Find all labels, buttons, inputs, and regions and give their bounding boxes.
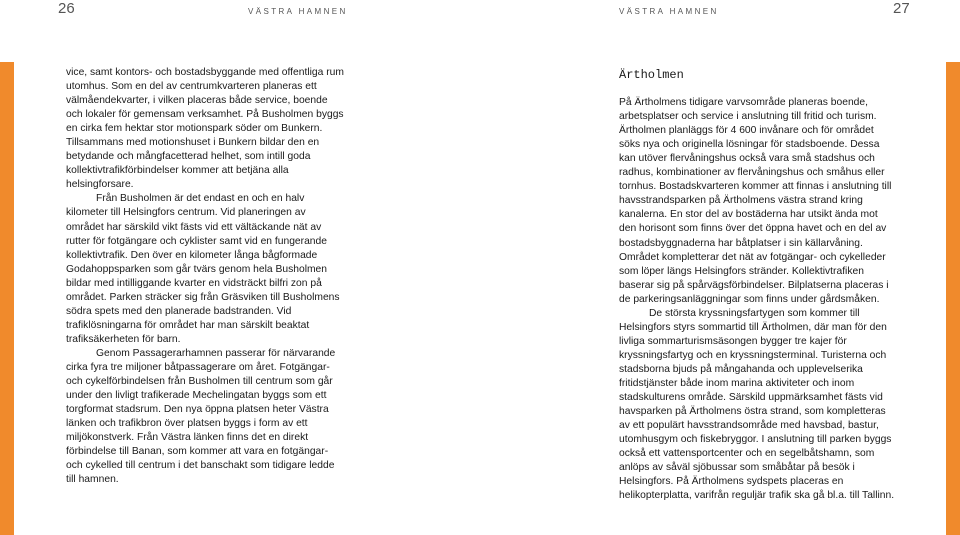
left-paragraph-2: Från Busholmen är det endast en och en halv kilometer till Helsingfors centrum. Vid planeringen av området har särskild vikt fästs vid ett vältäckande nät av rutter för fotgängare och cyklister samt vid en fungerande kollektivtrafik. Den över en kilometer långa bågformade Godahoppsparken som går tvärs genom hela Busholmen bildar med intilliggande kvarter en vidsträckt bilfri zon på området. Parken sträcker sig från Gräsviken till Busholmens södra spets med den planerade badstranden. Vid trafiklösningarna för området har man särskilt beaktat trafiksäkerheten för barn. <box>66 193 340 345</box>
left-paragraph-1: vice, samt kontors- och bostadsbyggande med offentliga rum utomhus. Som en del av centrumkvarteren planeras ett välmåendekvarter, i vilken placeras både service, boende och lokaler för gemensam verksamhet. På Busholmen byggs en cirka fem hektar stor motionspark söder om Bunkern. Tillsammans med motionshuset i Bunkern bildar den en betydande och mångfacetterad helhet, som intill goda kollektivtrafikförbindelser kommer att betjäna alla helsingforsare. <box>66 67 344 191</box>
right-running-head: VÄSTRA HAMNEN <box>619 7 719 16</box>
right-page-edge-bar <box>946 62 960 535</box>
left-page-number: 26 <box>58 0 75 17</box>
right-text-column <box>619 66 897 503</box>
section-heading: Ärtholmen <box>619 68 684 82</box>
right-paragraph-1: På Ärtholmens tidigare varvsområde planeras boende, arbetsplatser och service i anslutning till fritid och turism. Ärtholmen planläggs för 4 600 invånare och för området söks nya och originella lösningar för stadsboende. Dessa kan utöver flervåningshus också vara små stadshus och radhus, kombinationer av flervåningshus och småhus eller tornhus. Bostadskvarteren kommer att finnas i anslutning till havsstrandsparken på Ärtholmens västra strand kring kanalerna. En stor del av bostäderna har utsikt ända mot den horisont som finns över det öppna havet och en del av bostadsbyggnaderna har båtplatser i sin källarvåning. Området kompletterar det nät av fotgängar- och cykelleder som löper längs Helsingfors stränder. Kollektivtrafiken baserar sig på spårvägsförbindelser. Bilplatserna placeras i de parkeringsanläggningar som finns under gårdsmåken. <box>619 97 892 305</box>
right-paragraph-2: De största kryssningsfartygen som kommer till Helsingfors styrs sommartid till Ärtholmen, där man för den livliga sommarturismsäsongen bygger tre kajer för kryssningsfartyg och en kryssningsterminal. Turisterna och stadsborna bjuds på mångahanda och upplevelserika fritidstjänster både inom marina aktiviteter och inom stadskulturens område. Särskild uppmärksamhet fästs vid havsparken på Ärtholmens östra strand, som kompletteras av ett populärt havsstrandsområde med havsbad, bastur, utomhusgym och fiskebryggor. I anslutning till parken byggs också ett vattensportcenter och en segelbåtshamn, som anlöps av såväl sjöbussar som småbåtar på besök i Helsingfors. På Ärtholmens sydspets placeras en helikopterplatta, varifrån reguljär trafik ska gå bl.a. till Tallinn. <box>619 307 895 502</box>
left-running-head: VÄSTRA HAMNEN <box>248 7 348 16</box>
left-text-column <box>66 66 344 487</box>
left-page-edge-bar <box>0 62 14 535</box>
left-paragraph-3: Genom Passagerarhamnen passerar för närvarande cirka fyra tre miljoner båtpassagerare om året. Fotgängar- och cykelförbindelsen från Busholmen till centrum som går under den livligt trafikerade Mechelingatan byggs som ett torgformat stadsrum. Den nya öppna platsen heter Västra länken och trafikbron över platsen byggs i form av ett miljökonstverk. Från Västra länken finns det en direkt förbindelse till Banan, som kommer att vara en fotgängar- och cykelled till centrum i det banschakt som tidigare ledde till hamnen. <box>66 347 336 486</box>
right-page-number: 27 <box>893 0 910 17</box>
